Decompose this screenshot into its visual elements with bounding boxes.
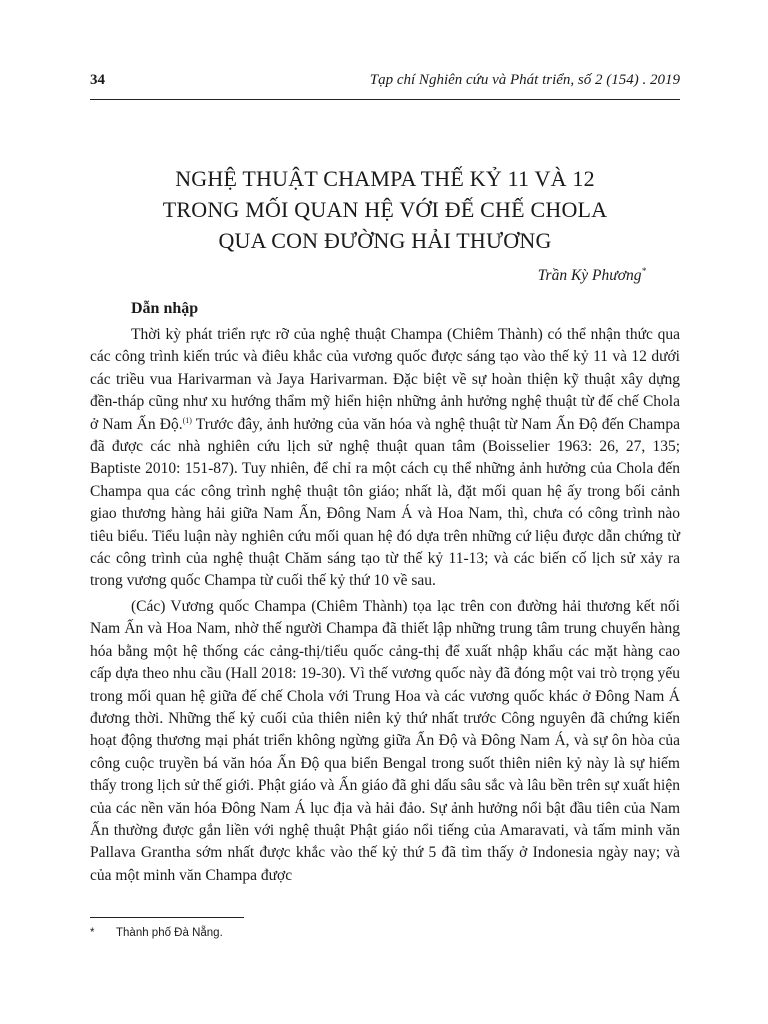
footnote — [90, 927, 223, 939]
page-number: 34 — [90, 72, 105, 88]
title-line-3: QUA CON ĐƯỜNG HẢI THƯƠNG — [218, 228, 552, 253]
journal-title: Tạp chí Nghiên cứu và Phát triển, số 2 (154) . 2019 — [369, 72, 680, 88]
section-heading: Dẫn nhập — [131, 300, 199, 317]
footnote-reference: (1) — [182, 415, 192, 425]
footnote-divider — [90, 917, 244, 918]
article-title — [90, 163, 680, 256]
paragraph-2: (Các) Vương quốc Champa (Chiêm Thành) tọa lạc trên con đường hải thương kết nối Nam Ấn và Hoa Nam, nhờ thế người Champa đã thiết lập những trung tâm trung chuyển hàng hóa bằng một hệ thống các cảng-thị/tiểu quốc cảng-thị để xuất nhập khẩu các mặt hàng cao cấp dựa theo nhu cầu (Hall 2018: 19-30). Vì thế vương quốc này đã đóng một vai trò trọng yếu trong mối quan hệ giữa đế chế Chola với Trung Hoa và các vương quốc khác ở Đông Nam Á đương thời. Những thế kỷ cuối của thiên niên kỷ thứ nhất trước Công nguyên đã chứng kiến hoạt động thương mại phát triển không ngừng giữa Ấn Độ và Đông Nam Á, và sự ôn hòa của công cuộc truyền bá văn hóa Ấn Độ qua biển Bengal trong suốt thiên niên kỷ này là sự hiếm thấy trong lịch sử thế giới. Phật giáo và Ấn giáo đã ghi dấu sâu sắc và lâu bền trên sự xuất hiện của các nền văn hóa Đông Nam Á lục địa và hải đảo. Sự ảnh hưởng nổi bật đầu tiên của Nam Ấn thường được gắn liền với nghệ thuật Phật giáo nổi tiếng của Amaravati, và tấm minh văn Pallava Grantha sớm nhất được khắc vào thế kỷ thứ 5 đã tìm thấy ở Indonesia ngày nay; và của một minh văn Champa được — [90, 597, 680, 884]
author-footnote-mark: * — [641, 266, 646, 276]
footnote-text: Thành phố Đà Nẵng. — [116, 927, 223, 939]
paragraph-1 — [90, 324, 680, 593]
article-body — [90, 324, 680, 887]
title-line-2: TRONG MỐI QUAN HỆ VỚI ĐẾ CHẾ CHOLA — [162, 197, 608, 222]
title-line-1: NGHỆ THUẬT CHAMPA THẾ KỶ 11 VÀ 12 — [175, 166, 595, 191]
running-header — [90, 72, 680, 89]
header-divider — [90, 99, 680, 100]
footnote-mark: * — [90, 927, 95, 939]
author-byline — [538, 266, 646, 285]
author-name: Trần Kỳ Phương — [537, 267, 642, 284]
paragraph-1-part-2: Trước đây, ảnh hưởng của văn hóa và nghệ thuật từ Nam Ấn Độ đến Champa đã được các nhà nghiên cứu lịch sử nghệ thuật quan tâm (Boisselier 1963: 26, 27, 135; Baptiste 2010: 151-87). Tuy nhiên, để chỉ ra một cách cụ thể những ảnh hưởng của Chola đến Champa qua các công trình nghệ thuật tôn giáo; nhất là, đặt mối quan hệ ấy trong bối cảnh giao thương hàng hải giữa Nam Ấn, Đông Nam Á và Hoa Nam, thì, chưa có công trình nào tiêu biểu. Tiểu luận này nghiên cứu mối quan hệ đó dựa trên những cứ liệu được dẫn chứng từ các công trình của nghệ thuật Chăm sáng tạo từ thế kỷ 11-13; và các biến cố lịch sử xảy ra trong vương quốc Champa từ cuối thế kỷ thứ 10 về sau. — [90, 415, 680, 590]
paragraph-1-part-1: Thời kỳ phát triển rực rỡ của nghệ thuật Champa (Chiêm Thành) có thể nhận thức qua các công trình kiến trúc và điêu khắc của vương quốc được sáng tạo vào thế kỷ 11 và 12 dưới các triều vua Harivarman và Jaya Harivarman. Đặc biệt về sự hoàn thiện kỹ thuật xây dựng đền-tháp cũng như xu hướng thẩm mỹ hiển hiện những ảnh hưởng nghệ thuật từ đế chế Chola ở Nam Ấn Độ. — [90, 326, 680, 433]
